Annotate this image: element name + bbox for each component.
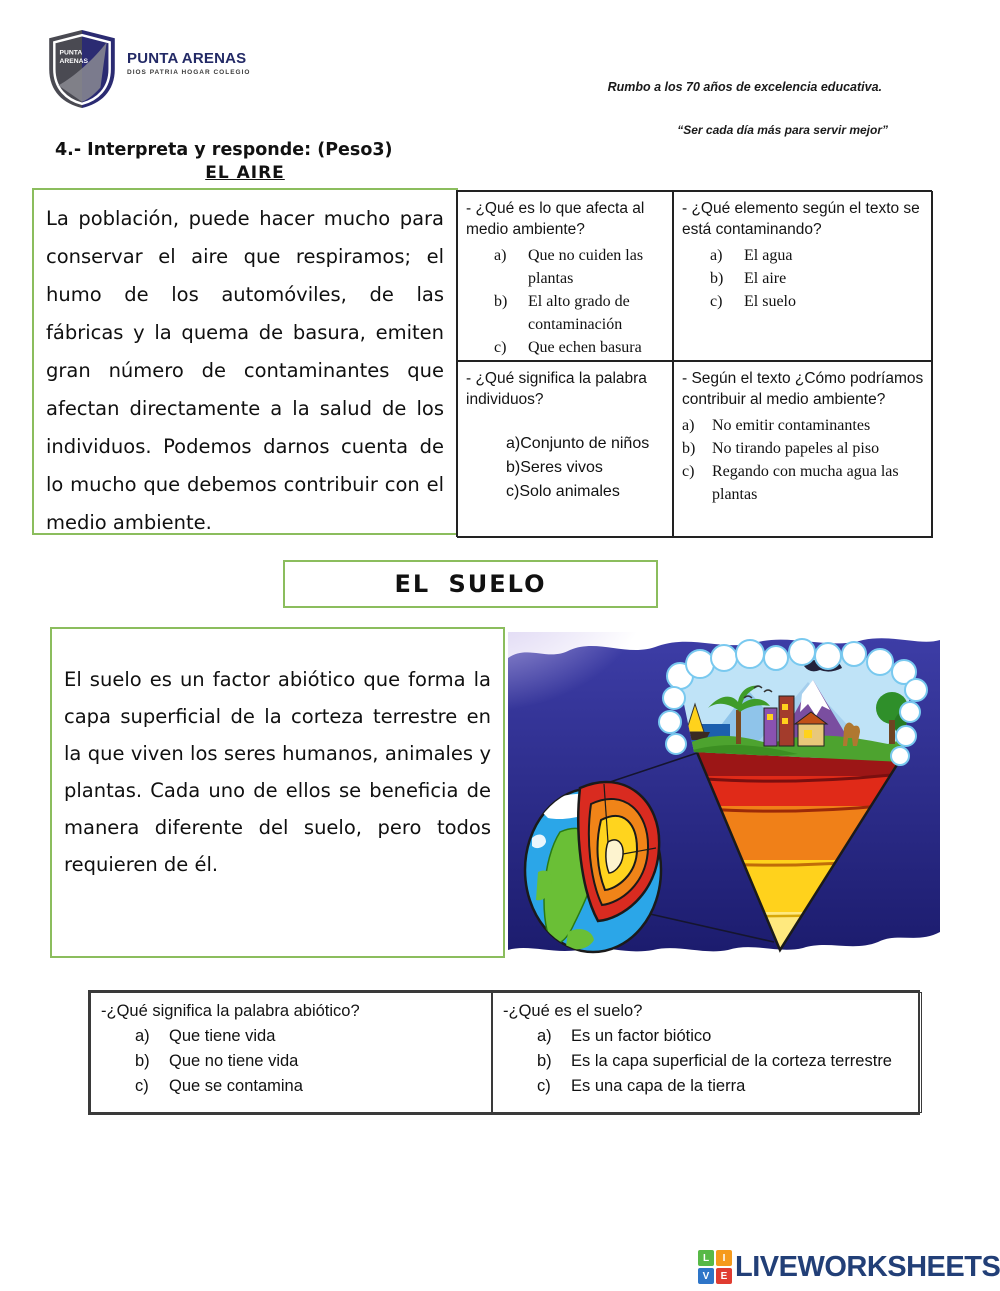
option-letter: b) [494,293,508,310]
option-letter: c) [682,463,695,480]
suelo-questions-table [88,990,920,1115]
air-paragraph: La población, puede hacer mucho para conservar el aire que respiramos; el humo de los automóviles, de las fábricas y la quema de basura, emiten gran número de contaminantes que afectan directamente a la salud de los individuos. Podemos darnos cuenta de lo mucho que debemos contribuir con el medio ambiente. [46,207,444,534]
suelo-section-title: EL SUELO [394,570,547,598]
option-text: Seres vivos [520,459,603,476]
answer-option[interactable] [710,244,924,267]
answer-option[interactable] [682,414,924,437]
option-letter: c) [506,483,520,500]
liveworksheets-wordmark: LIVEWORKSHEETS [735,1250,1000,1283]
earth-soil-layers-illustration [508,632,940,955]
option-text: No tirando papeles al piso [712,440,880,457]
school-name: PUNTA ARENAS [127,50,247,67]
option-letter: a) [682,417,695,434]
answer-option[interactable] [537,1024,911,1049]
option-text: Solo animales [519,483,620,500]
question-cell-4 [673,361,933,538]
svg-text:PUNTA: PUNTA [59,49,83,57]
question-text: -¿Qué significa la palabra abiótico? [101,1002,360,1020]
suelo-section-title-box [283,560,658,608]
option-letter: b) [135,1052,150,1070]
option-text: Que tiene vida [169,1027,276,1045]
answer-option[interactable] [135,1024,481,1049]
option-text: Regando con mucha agua las plantas [712,463,899,503]
air-questions-table [456,190,932,537]
suelo-text-box [50,627,505,958]
options-list [466,244,664,359]
school-motto-words: DIOS PATRIA HOGAR COLEGIO [127,69,251,76]
option-text: Conjunto de niños [520,435,650,452]
question-text: - ¿Qué es lo que afecta al medio ambiente? [466,200,645,238]
option-text: Es la capa superficial de la corteza terrestre [571,1052,892,1070]
air-text-box [32,188,458,535]
option-letter: b) [710,270,724,287]
school-shield-icon [45,28,119,110]
option-text: No emitir contaminantes [712,417,871,434]
answer-option[interactable] [682,460,924,506]
option-letter: c) [537,1077,551,1095]
option-letter: b) [537,1052,552,1070]
lw-square-l: L [698,1250,714,1266]
liveworksheets-logo[interactable] [698,1250,1000,1284]
answer-option[interactable] [537,1049,911,1074]
suelo-paragraph: El suelo es un factor abiótico que forma la capa superficial de la corteza terrestre en la que viven los seres humanos, animales y plantas. Cada uno de ellos se beneficia de manera diferente del suelo, pero todos requieren de él. [64,668,491,876]
option-letter: b) [506,459,521,476]
question-cell-1 [457,191,673,361]
option-text: El agua [744,247,793,264]
answer-option[interactable] [135,1074,481,1099]
options-list [466,432,664,504]
question-text: -¿Qué es el suelo? [503,1002,643,1020]
lw-square-i: I [716,1250,732,1266]
option-letter: a) [494,247,507,264]
option-text: El alto grado de contaminación [528,293,630,333]
option-letter: c) [494,339,507,356]
header-motto-2: “Ser cada día más para servir mejor” [677,123,888,137]
options-list [682,244,924,313]
question-text: - ¿Qué elemento según el texto se está contaminando? [682,200,920,238]
liveworksheets-squares-icon [698,1250,732,1284]
lw-square-e: E [716,1268,732,1284]
answer-option[interactable] [135,1049,481,1074]
question-text: - ¿Qué significa la palabra individuos? [466,370,647,408]
question-cell-3 [457,361,673,538]
option-text: Es una capa de la tierra [571,1077,746,1095]
answer-option[interactable] [506,432,664,456]
options-list [101,1024,481,1099]
option-letter: c) [135,1077,149,1095]
options-list [682,414,924,506]
option-letter: a) [710,247,723,264]
header-motto-1: Rumbo a los 70 años de excelencia educativa. [607,80,882,94]
answer-option[interactable] [710,290,924,313]
option-letter: c) [710,293,723,310]
option-text: Que se contamina [169,1077,303,1095]
answer-option[interactable] [494,336,664,359]
option-letter: a) [135,1027,150,1045]
question-cell-suelo [492,992,922,1113]
school-logo [45,28,250,110]
lw-square-v: V [698,1268,714,1284]
question-cell-abiotico [90,992,492,1113]
option-text: Que no cuiden las plantas [528,247,644,287]
answer-option[interactable] [494,244,664,290]
exercise-title: 4.- Interpreta y responde: (Peso3) [55,140,393,160]
answer-option[interactable] [506,480,664,504]
option-text: Que no tiene vida [169,1052,299,1070]
option-text: El aire [744,270,787,287]
answer-option[interactable] [682,437,924,460]
option-letter: a) [537,1027,552,1045]
option-text: El suelo [744,293,796,310]
answer-option[interactable] [537,1074,911,1099]
question-cell-2 [673,191,933,361]
option-letter: a) [506,435,521,452]
answer-option[interactable] [494,290,664,336]
option-letter: b) [682,440,696,457]
answer-option[interactable] [506,456,664,480]
options-list [503,1024,911,1099]
option-text: Es un factor biótico [571,1027,712,1045]
air-section-title: EL AIRE [205,163,285,183]
svg-text:ARENAS: ARENAS [59,57,88,65]
option-text: Que echen basura [528,339,642,356]
question-text: - Según el texto ¿Cómo podríamos contribuir al medio ambiente? [682,370,924,408]
answer-option[interactable] [710,267,924,290]
